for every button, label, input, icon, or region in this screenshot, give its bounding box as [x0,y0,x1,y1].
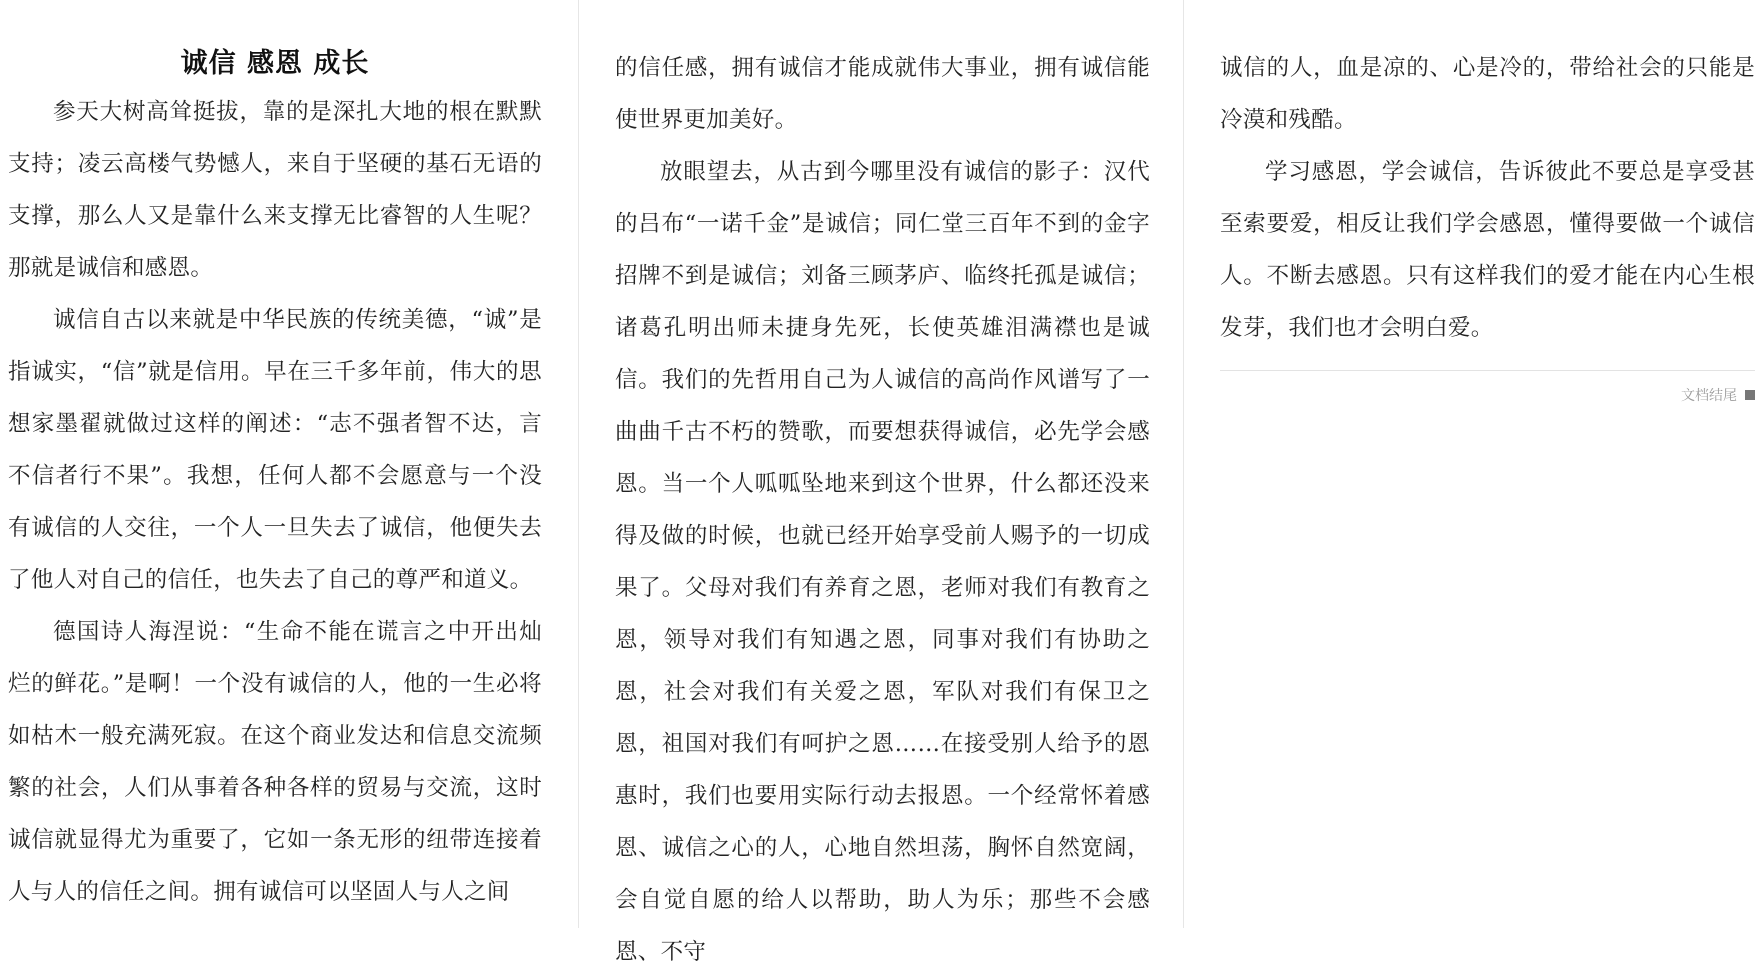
paragraph: 诚信自古以来就是中华民族的传统美德，“诚”是指诚实，“信”就是信用。早在三千多年前，伟大的思想家墨翟就做过这样的阐述：“志不强者智不达，言不信者行不果”。我想，任何人都不会愿意与一个没有诚信的人交往，一个人一旦失去了诚信，他便失去了他人对自己的信任，也失去了自己的尊严和道义。 [8,307,542,593]
paragraph: 学习感恩，学会诚信，告诉彼此不要总是享受甚至索要爱，相反让我们学会感恩，懂得要做一个诚信人。不断去感恩。只有这样我们的爱才能在内心生根发芽，我们也才会明白爱。 [1220,159,1755,341]
document-title: 诚信 感恩 成长 [180,48,370,79]
column-1 [0,0,578,928]
paragraph: 诚信的人，血是凉的、心是冷的，带给社会的只能是冷漠和残酷。 [1220,55,1755,133]
column-3-content [1220,42,1755,354]
document-end-marker [1681,385,1755,405]
end-marker-label: 文档结尾 [1681,388,1737,404]
column-1-content [8,42,542,918]
document-end-bar [1220,370,1755,403]
paragraph: 参天大树高耸挺拔，靠的是深扎大地的根在默默支持；凌云高楼气势憾人，来自于坚硬的基石无语的支撑，那么人又是靠什么来支撑无比睿智的人生呢？那就是诚信和感恩。 [8,99,542,281]
paragraph: 放眼望去，从古到今哪里没有诚信的影子：汉代的吕布“一诺千金”是诚信；同仁堂三百年不到的金字招牌不到是诚信；刘备三顾茅庐、临终托孤是诚信；诸葛孔明出师未捷身先死，长使英雄泪满襟也是诚信。我们的先哲用自己为人诚信的高尚作风谱写了一曲曲千古不朽的赞歌，而要想获得诚信，必先学会感恩。当一个人呱呱坠地来到这个世界，什么都还没来得及做的时候，也就已经开始享受前人赐予的一切成果了。父母对我们有养育之恩，老师对我们有教育之恩，领导对我们有知遇之恩，同事对我们有协助之恩，社会对我们有关爱之恩，军队对我们有保卫之恩，祖国对我们有呵护之恩……在接受别人给予的恩惠时，我们也要用实际行动去报恩。一个经常怀着感恩、诚信之心的人，心地自然坦荡，胸怀自然宽阔，会自觉自愿的给人以帮助，助人为乐；那些不会感恩、不守 [615,159,1150,965]
square-icon [1745,390,1755,400]
column-2 [578,0,1183,965]
column-3 [1183,0,1762,928]
paragraph: 德国诗人海涅说：“生命不能在谎言之中开出灿烂的鲜花。”是啊！一个没有诚信的人，他的一生必将如枯木一般充满死寂。在这个商业发达和信息交流频繁的社会，人们从事着各种各样的贸易与交流，这时诚信就显得尤为重要了，它如一条无形的纽带连接着人与人的信任之间。拥有诚信可以坚固人与人之间 [8,619,542,905]
paragraph: 的信任感，拥有诚信才能成就伟大事业，拥有诚信能使世界更加美好。 [615,55,1150,133]
column-2-content [615,42,1150,978]
